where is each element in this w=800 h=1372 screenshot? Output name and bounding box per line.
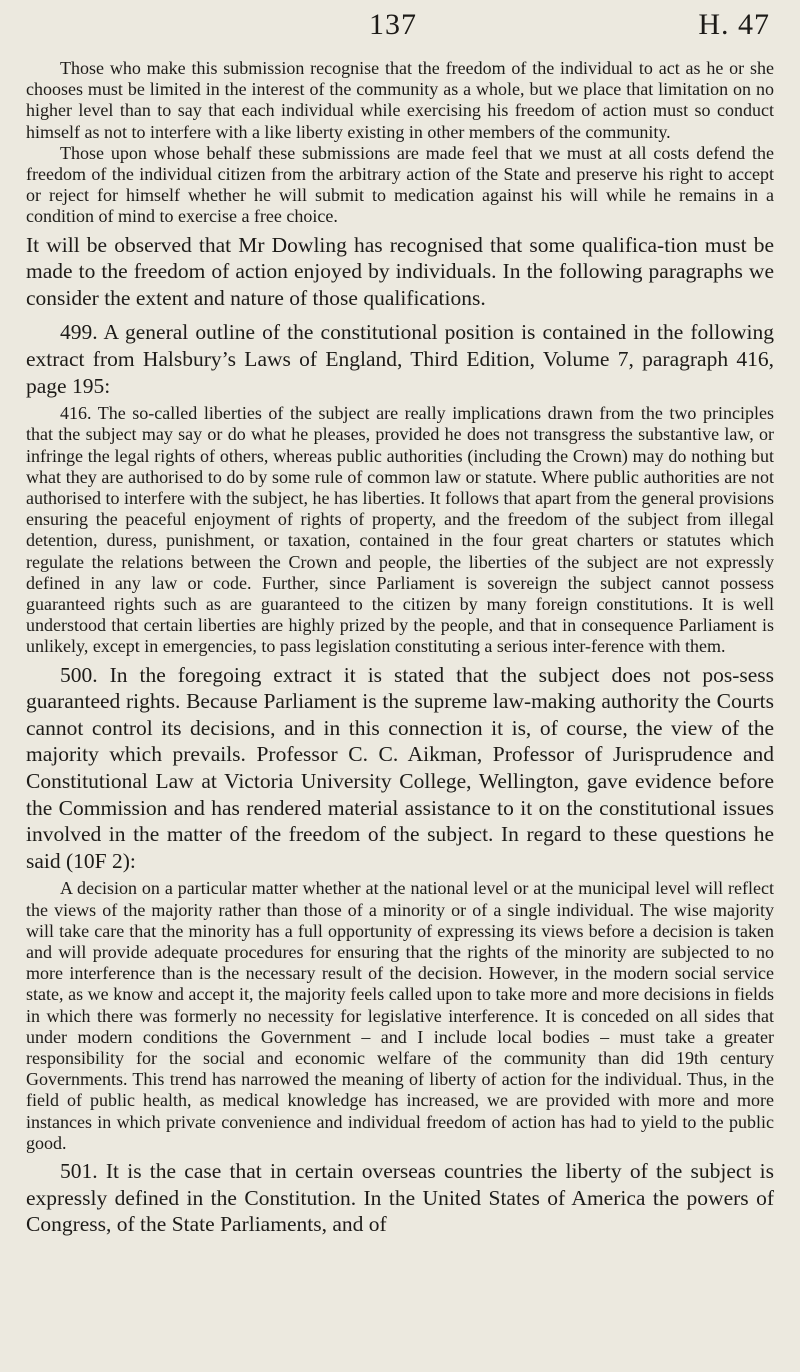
paragraph-submission-defence: Those upon whose behalf these submissions are made feel that we must at all costs defend the freedom of the individual citizen from the arbitrary action of the State and preserve his right to accept or reject for himself whether he will submit to medication against his will while he remains in a condition of mind to exercise a free choice. — [26, 142, 774, 227]
paragraph-500: 500. In the foregoing extract it is stated that the subject does not pos-sess guaranteed rights. Because Parliament is the supreme law-making authority the Courts cannot control its decisions, and in this connection it is, of course, the view of the majority which prevails. Professor C. C. Aikman, Professor of Jurisprudence and Constitutional Law at Victoria University College, Wellington, gave evidence before the Commission and has rendered material assistance to it on the constitutional issues involved in the matter of the freedom of the subject. In regard to these questions he said (10F 2): — [26, 662, 774, 873]
paragraph-499: 499. A general outline of the constitutional position is contained in the following extract from Halsbury’s Laws of England, Third Edition, Volume 7, paragraph 416, page 195: — [26, 320, 774, 398]
paragraph-qualifications: It will be observed that Mr Dowling has recognised that some qualifica-tion must be made to the freedom of action enjoyed by individuals. In the following paragraphs we consider the extent and nature of those qualifications. — [26, 232, 774, 310]
body-text — [26, 58, 774, 1238]
paragraph-submission-limitation: Those who make this submission recognise that the freedom of the individual to act as he or she chooses must be limited in the interest of the community as a whole, but we place that limitation on no higher level than to say that each individual while exercising his freedom of action must so conduct himself as not to interfere with a like liberty existing in other members of the community. — [26, 58, 774, 142]
document-reference: H. 47 — [698, 8, 770, 41]
page-number: 137 — [369, 8, 417, 41]
paragraph-501: 501. It is the case that in certain overseas countries the liberty of the subject is expressly defined in the Constitution. In the United States of America the powers of Congress, of the State Parliaments, and of — [26, 1159, 774, 1237]
quote-aikman: A decision on a particular matter whether at the national level or at the municipal level will reflect the views of the majority rather than those of a minority or of a single individual. The wise majority will take care that the minority has a full opportunity of expressing its views before a decision is taken and will provide adequate procedures for ensuring that the rights of the minority are subjected to no more interference than is the necessary result of the decision. However, in the modern social service state, as we know and accept it, the majority feels called upon to take more and more decisions in fields in which there was formerly no necessity for legislative interference. It is conceded on all sides that under modern conditions the Government – and I include local bodies – must take a greater responsibility for the social and economic welfare of the community than did 19th century Governments. This trend has narrowed the meaning of liberty of action for the individual. Thus, in the field of public health, as medical knowledge has increased, we are provided with more and more instances in which private convenience and individual freedom of action has had to yield to the public good. — [26, 878, 774, 1153]
quote-halsbury-416: 416. The so-called liberties of the subject are really implications drawn from the two principles that the subject may say or do what he pleases, provided he does not transgress the substantive law, or infringe the legal rights of others, whereas public authorities (including the Crown) may do nothing but what they are authorised to do by some rule of common law or statute. Where public authorities are not authorised to interfere with the subject, he has liberties. It follows that apart from the general provisions ensuring the peaceful enjoyment of rights of property, and the freedom of the subject from illegal detention, duress, punishment, or taxation, contained in the four great charters or statutes which regulate the relations between the Crown and people, the liberties of the subject are not expressly defined in any law or code. Further, since Parliament is sovereign the subject cannot possess guaranteed rights such as are guaranteed to the citizen by many foreign constitutions. It is well understood that certain liberties are highly prized by the people, and that in consequence Parliament is unlikely, except in emergencies, to pass legislation constituting a serious inter-ference with them. — [26, 403, 774, 657]
page-header — [26, 8, 774, 58]
